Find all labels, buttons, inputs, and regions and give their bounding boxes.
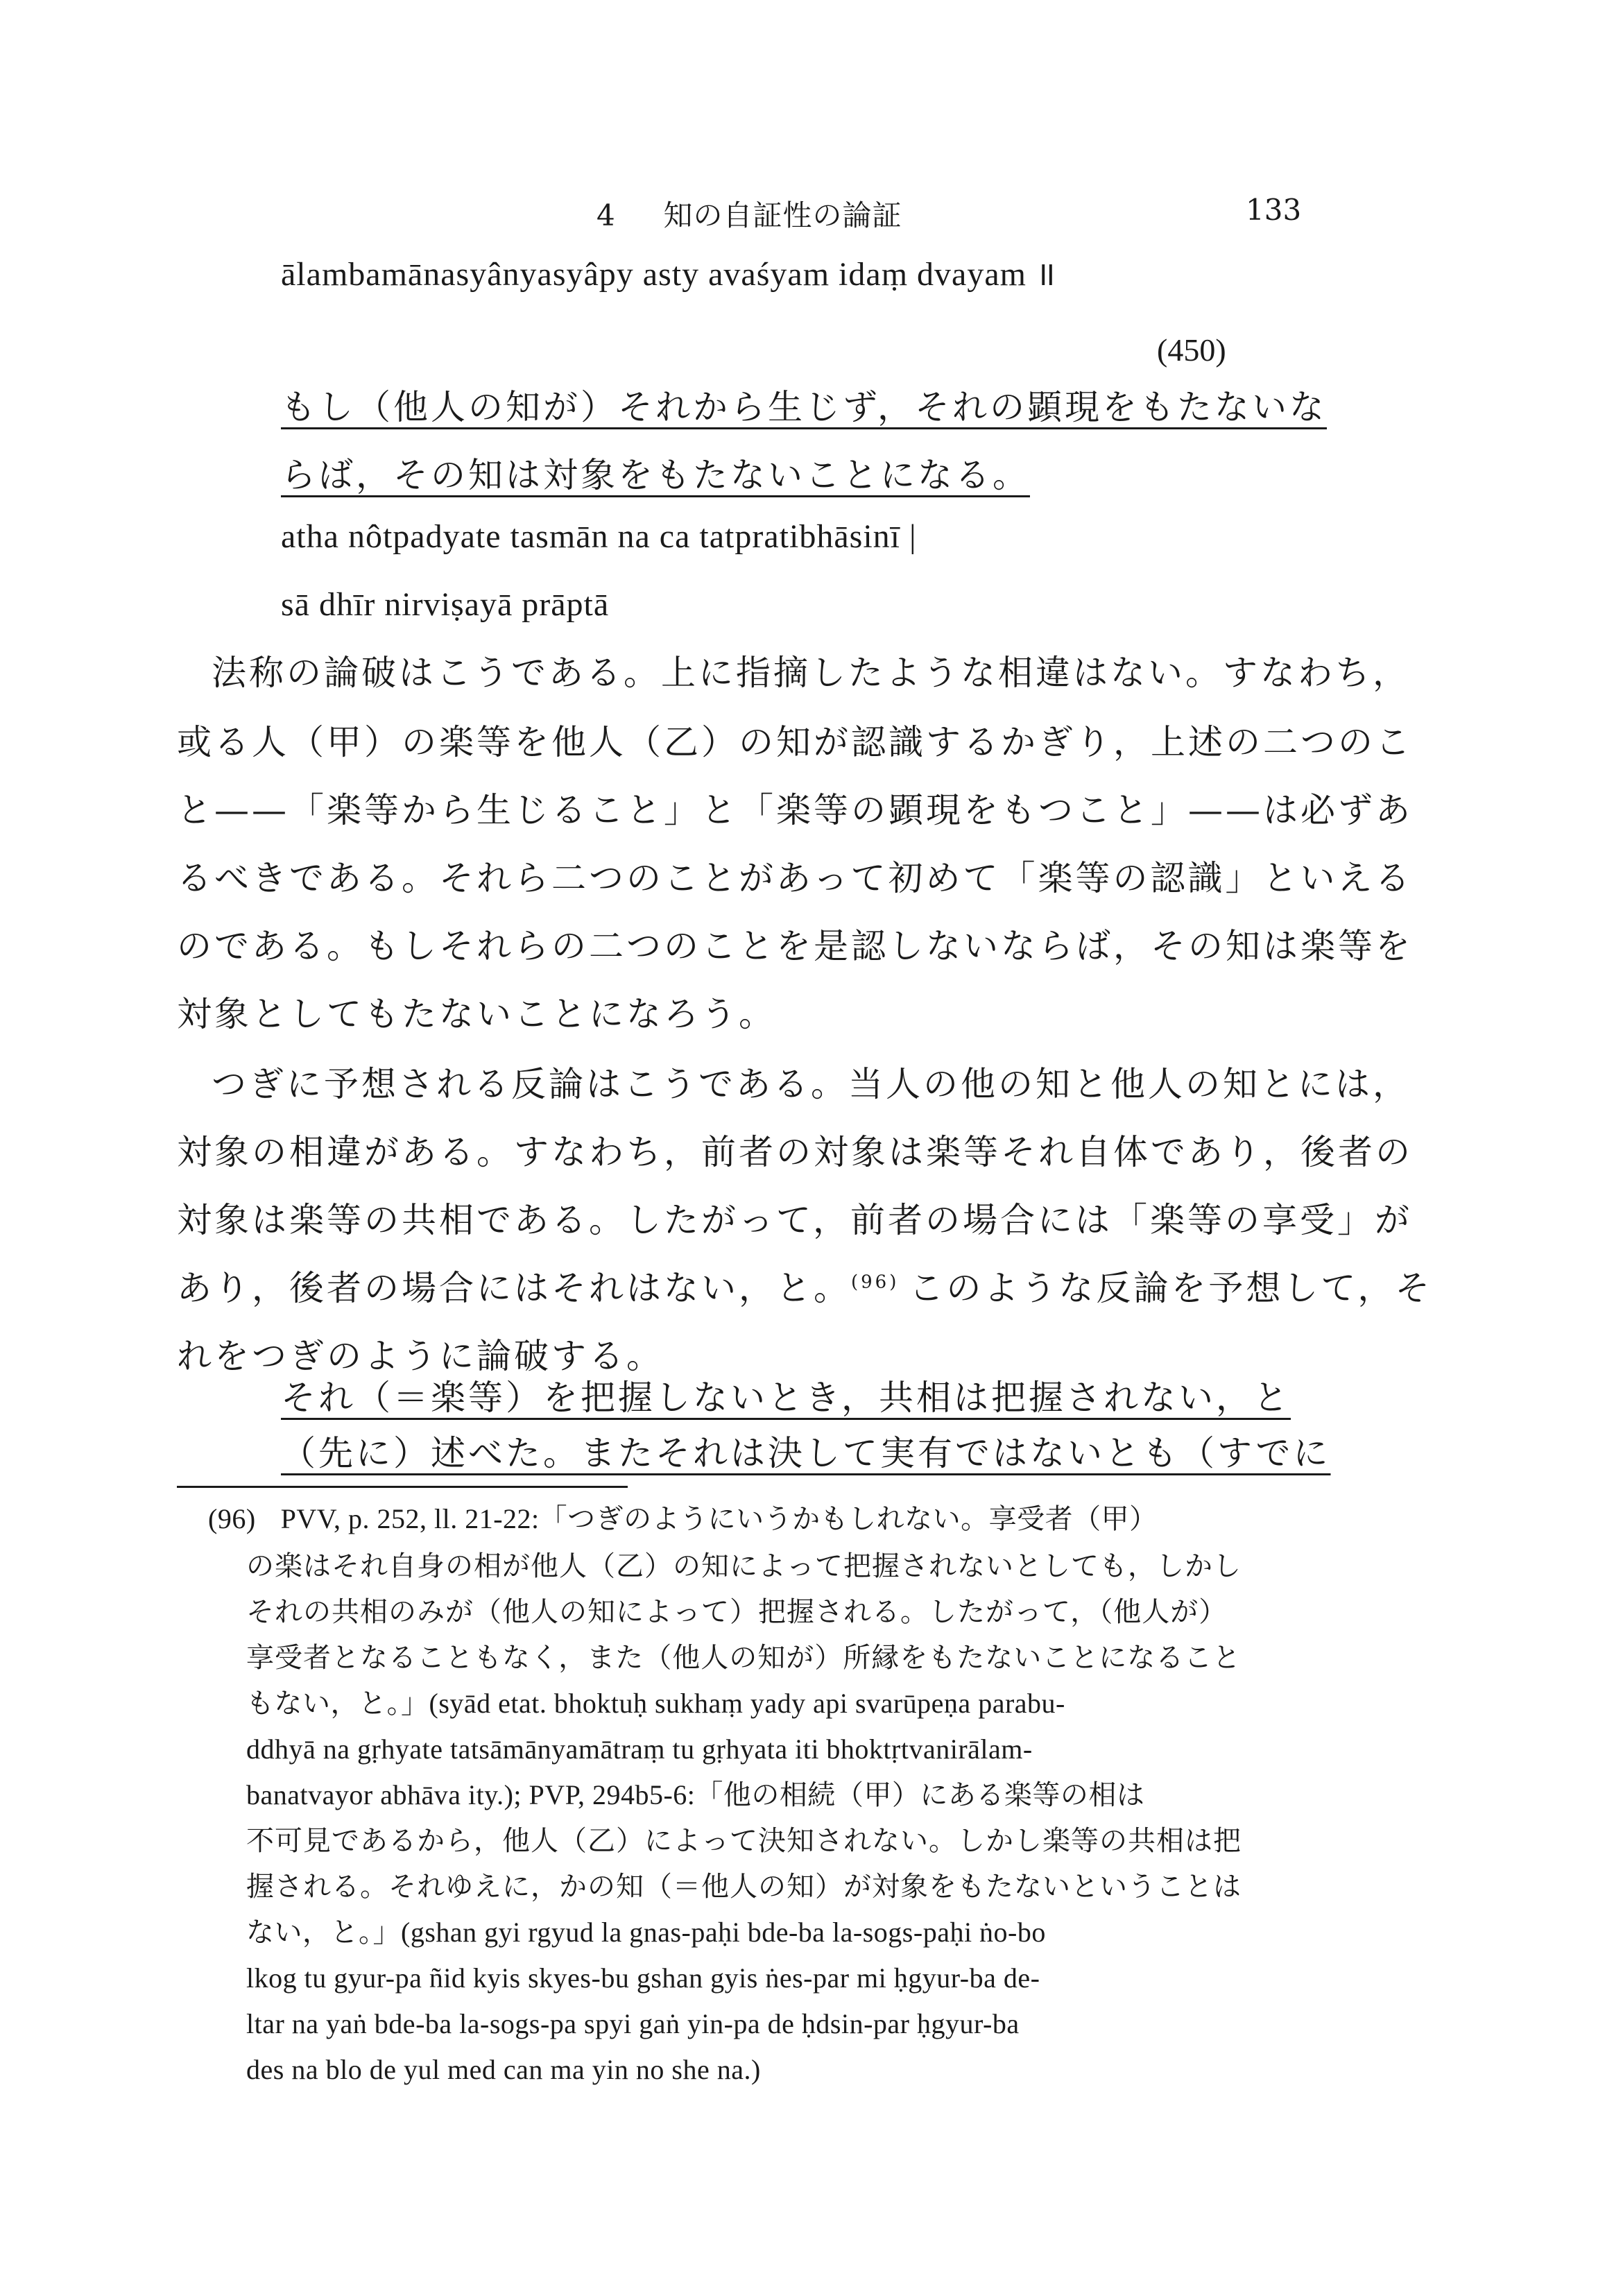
running-header	[596, 193, 902, 234]
chapter-title: 知の自証性の論証	[663, 198, 902, 232]
paragraph-line: るべきである。それら二つのことがあって初めて「楽等の認識」といえる	[177, 858, 1413, 898]
sanskrit-verse-line: atha nôtpadyate tasmān na ca tatpratibhāsinī |	[281, 518, 917, 555]
footnote-line: ddhyā na gṛhyate tatsāmānyamātraṃ tu gṛhyata iti bhoktṛtvanirālam-	[246, 1733, 1033, 1765]
footnote-line: もない，と。」(syād etat. bhoktuḥ sukhaṃ yady api svarūpeṇa parabu-	[246, 1688, 1065, 1719]
verse-translation-line: もし（他人の知が）それから生じず，それの顕現をもたないな	[281, 387, 1327, 427]
paragraph-line: 法称の論破はこうである。上に指摘したような相違はない。すなわち，	[212, 653, 1410, 693]
paragraph-line	[177, 1268, 1433, 1308]
paragraph-line: 或る人（甲）の楽等を他人（乙）の知が認識するかぎり，上述の二つのこ	[177, 722, 1413, 762]
verse-translation-line: （先に）述べた。またそれは決して実有ではないとも（すでに	[281, 1433, 1331, 1473]
footnote-line: banatvayor abhāva ity.); PVP, 294b5-6:「他の相続（甲）にある楽等の相は	[246, 1779, 1145, 1810]
verse-number: (450)	[1157, 332, 1226, 368]
paragraph-line: れをつぎのように論破する。	[177, 1336, 664, 1376]
footnote-line: lkog tu gyur-pa ñid kyis skyes-bu gshan gyis ṅes-par mi ḥgyur-ba de-	[246, 1962, 1040, 1994]
footnote-line: それの共相のみが（他人の知によって）把握される。したがって，（他人が）	[246, 1596, 1228, 1628]
page-number: 133	[1246, 193, 1302, 227]
paragraph-line: 対象の相違がある。すなわち，前者の対象は楽等それ自体であり，後者の	[177, 1132, 1413, 1172]
footnote-line: ltar na yaṅ bde-ba la-sogs-pa spyi gaṅ yin-pa de ḥdsin-par ḥgyur-ba	[246, 2008, 1020, 2039]
footnote-separator	[177, 1486, 628, 1488]
footnote-number: (96)	[208, 1503, 256, 1534]
footnote-line: 不可見であるから，他人（乙）によって決知されない。しかし楽等の共相は把	[246, 1825, 1242, 1857]
footnote-reference[interactable]: (96)	[851, 1271, 900, 1293]
sanskrit-verse-line: sā dhīr nirviṣayā prāptā	[281, 586, 610, 623]
footnote-line: 握される。それゆえに，かの知（＝他人の知）が対象をもたないということは	[246, 1871, 1242, 1903]
sanskrit-verse-line: ālambamānasyânyasyâpy asty avaśyam idaṃ dvayam ॥	[281, 256, 1056, 293]
paragraph-line: 対象は楽等の共相である。したがって，前者の場合には「楽等の享受」が	[177, 1200, 1412, 1240]
paragraph-line: つぎに予想される反論はこうである。当人の他の知と他人の知とには，	[212, 1064, 1410, 1104]
footnote-line: の楽はそれ自身の相が他人（乙）の知によって把握されないとしても，しかし	[246, 1550, 1242, 1582]
footnote-line: des na blo de yul med can ma yin no she na.)	[246, 2054, 761, 2085]
footnote-line	[208, 1505, 1158, 1533]
chapter-number: 4	[596, 198, 616, 232]
paragraph-text: あり，後者の場合にはそれはない，と。	[177, 1268, 851, 1308]
footnote-line: ない，と。」(gshan gyi rgyud la gnas-paḥi bde-ba la-sogs-paḥi ṅo-bo	[246, 1917, 1046, 1948]
paragraph-text: このような反論を予想して，そ	[909, 1268, 1433, 1308]
footnote-line: 享受者となることもなく，また（他人の知が）所縁をもたないことになること	[246, 1642, 1242, 1674]
verse-translation-line: らば，その知は対象をもたないことになる。	[281, 455, 1030, 495]
verse-translation-line: それ（＝楽等）を把握しないとき，共相は把握されない，と	[281, 1378, 1291, 1418]
footnote-text: PVV, p. 252, ll. 21-22:「つぎのようにいうかもしれない。享受者（甲）	[280, 1503, 1158, 1534]
paragraph-line: 対象としてもたないことになろう。	[177, 994, 776, 1034]
paragraph-line: のである。もしそれらの二つのことを是認しないならば，その知は楽等を	[177, 926, 1413, 966]
paragraph-line: と——「楽等から生じること」と「楽等の顕現をもつこと」——は必ずあ	[177, 790, 1413, 830]
